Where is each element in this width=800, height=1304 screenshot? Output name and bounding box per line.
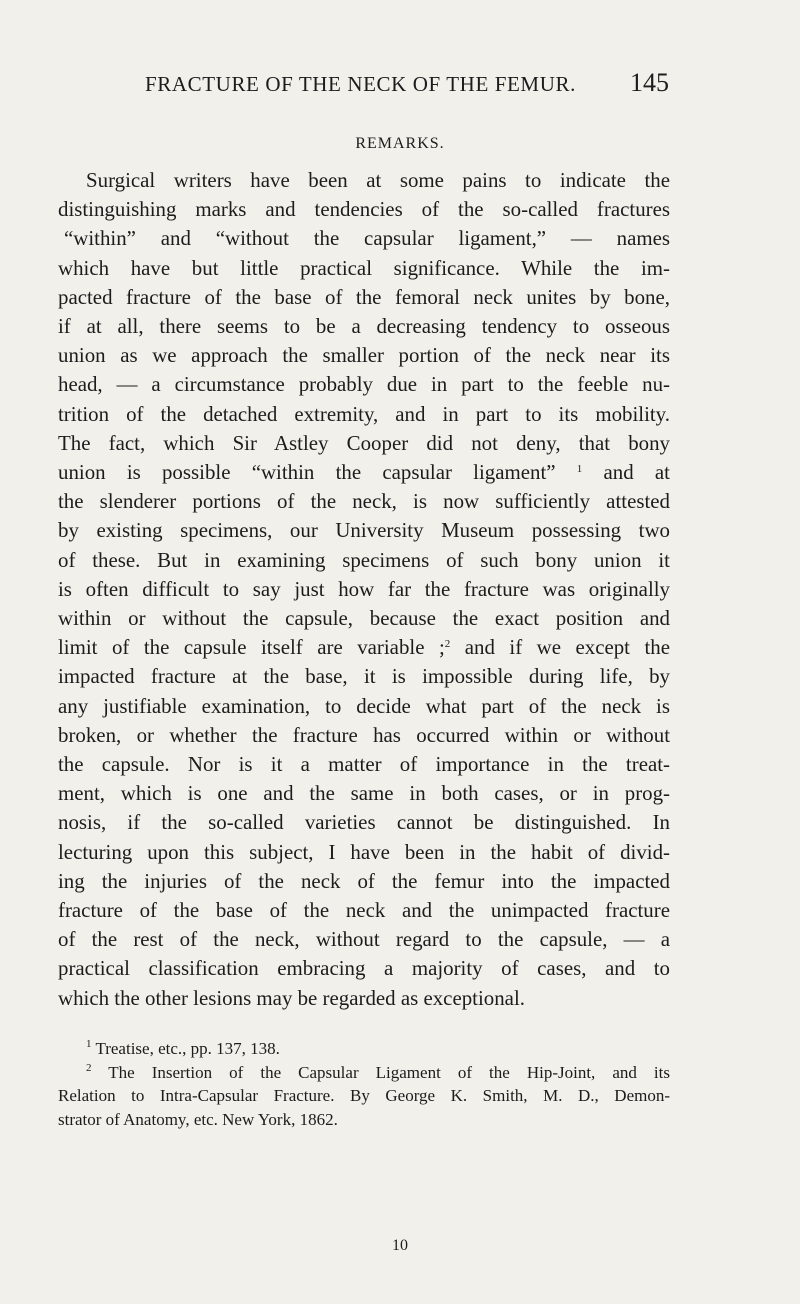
text-line-content: ment, which is one and the same in both cases, or in prog- [58,781,670,806]
footnote-2 [58,1061,670,1132]
text-line-content: Surgical writers have been at some pains to indicate the [86,168,670,192]
text-line-content: nosis, if the so-called varieties cannot be distinguished. In [58,810,670,835]
text-line [58,400,670,429]
text-line [58,808,670,837]
text-line-content: by existing specimens, our University Museum possessing two [58,518,670,543]
section-heading: REMARKS. [355,135,445,152]
text-line [58,516,670,545]
text-line [58,487,670,516]
footnote-line [58,1084,670,1108]
text-line-content: the capsule. Nor is it a matter of importance in the treat- [58,752,670,777]
text-line-content: limit of the capsule itself are variable ; [58,635,445,660]
text-line-content: which the other lesions may be regarded as exceptional. [58,985,525,1010]
page-number: 145 [630,68,669,97]
text-line-content: pacted fracture of the base of the femoral neck unites by bone, [58,284,670,309]
text-line [58,954,670,983]
text-line [58,370,670,399]
footnote-marker: 1 [86,1038,92,1050]
text-line-content: distinguishing marks and tendencies of the so-called fractures [58,197,670,222]
body-paragraph [58,166,670,1013]
text-line [58,195,670,224]
text-line [58,896,670,925]
text-line-content: which have but little practical significance. While the im- [58,255,670,280]
text-line-tail: and if we except the [450,635,670,660]
text-line [58,429,670,458]
text-line [58,283,670,312]
text-line [58,750,670,779]
footnote-text: strator of Anatomy, etc. New York, 1862. [58,1109,338,1129]
text-line [58,662,670,691]
text-line-content: within or without the capsule, because the exact position and [58,606,670,631]
text-line-content: union is possible “within the capsular ligament” [58,460,577,485]
footnote-text: The Insertion of the Capsular Ligament of the Hip-Joint, and its [91,1062,670,1082]
text-line-content: is often difficult to say just how far the fracture was originally [58,576,670,601]
text-line [58,224,670,253]
text-line [58,166,670,195]
text-line-content: The fact, which Sir Astley Cooper did not deny, that bony [58,430,670,455]
text-line-content: if at all, there seems to be a decreasing tendency to osseous [58,314,670,339]
text-line [58,254,670,283]
footnote-line [58,1061,670,1085]
text-line-content: of the rest of the neck, without regard to the capsule, — a [58,927,670,952]
footnotes [58,1037,670,1131]
text-line [58,779,670,808]
running-head [145,68,669,108]
text-line-tail: and at [582,460,670,485]
running-title: FRACTURE OF THE NECK OF THE FEMUR. [145,72,576,96]
text-line-content: “within” and “without the capsular ligament,” — names [64,226,670,251]
text-line [58,838,670,867]
text-line [58,604,670,633]
text-line-content: broken, or whether the fracture has occurred within or without [58,722,670,747]
footnote-text: Treatise, etc., pp. 137, 138. [91,1039,280,1058]
text-line-content: fracture of the base of the neck and the unimpacted fracture [58,898,670,923]
text-line [58,546,670,575]
text-line [58,312,670,341]
text-line-content: head, — a circumstance probably due in part to the feeble nu- [58,372,670,397]
text-line [58,692,670,721]
footnote-ref-1[interactable]: 1 [576,463,583,476]
footnote-line [58,1037,670,1061]
footnote-marker: 2 [86,1061,92,1074]
text-line-content: ing the injuries of the neck of the femur into the impacted [58,868,670,893]
signature-mark: 10 [392,1237,408,1254]
footnote-text: Relation to Intra-Capsular Fracture. By George K. Smith, M. D., Demon- [58,1086,670,1105]
text-line [58,458,670,487]
text-line-content: lecturing upon this subject, I have been in the habit of divid- [58,839,670,864]
footnote-line [58,1108,670,1132]
text-line [58,341,670,370]
text-line [58,633,670,662]
text-line-content: union as we approach the smaller portion of the neck near its [58,343,670,368]
footnote-ref-2[interactable]: 2 [444,638,451,651]
text-line-content: impacted fracture at the base, it is impossible during life, by [58,664,670,689]
text-line [58,925,670,954]
text-line-content: trition of the detached extremity, and in part to its mobility. [58,401,670,426]
text-line-content: the slenderer portions of the neck, is now sufficiently attested [58,489,670,514]
text-line [58,721,670,750]
text-line [58,867,670,896]
text-line-content: of these. But in examining specimens of such bony union it [58,547,670,572]
text-line-content: practical classification embracing a majority of cases, and to [58,956,670,981]
text-line-content: any justifiable examination, to decide what part of the neck is [58,693,670,718]
text-line [58,984,670,1013]
text-line [58,575,670,604]
footnote-1 [58,1037,670,1061]
